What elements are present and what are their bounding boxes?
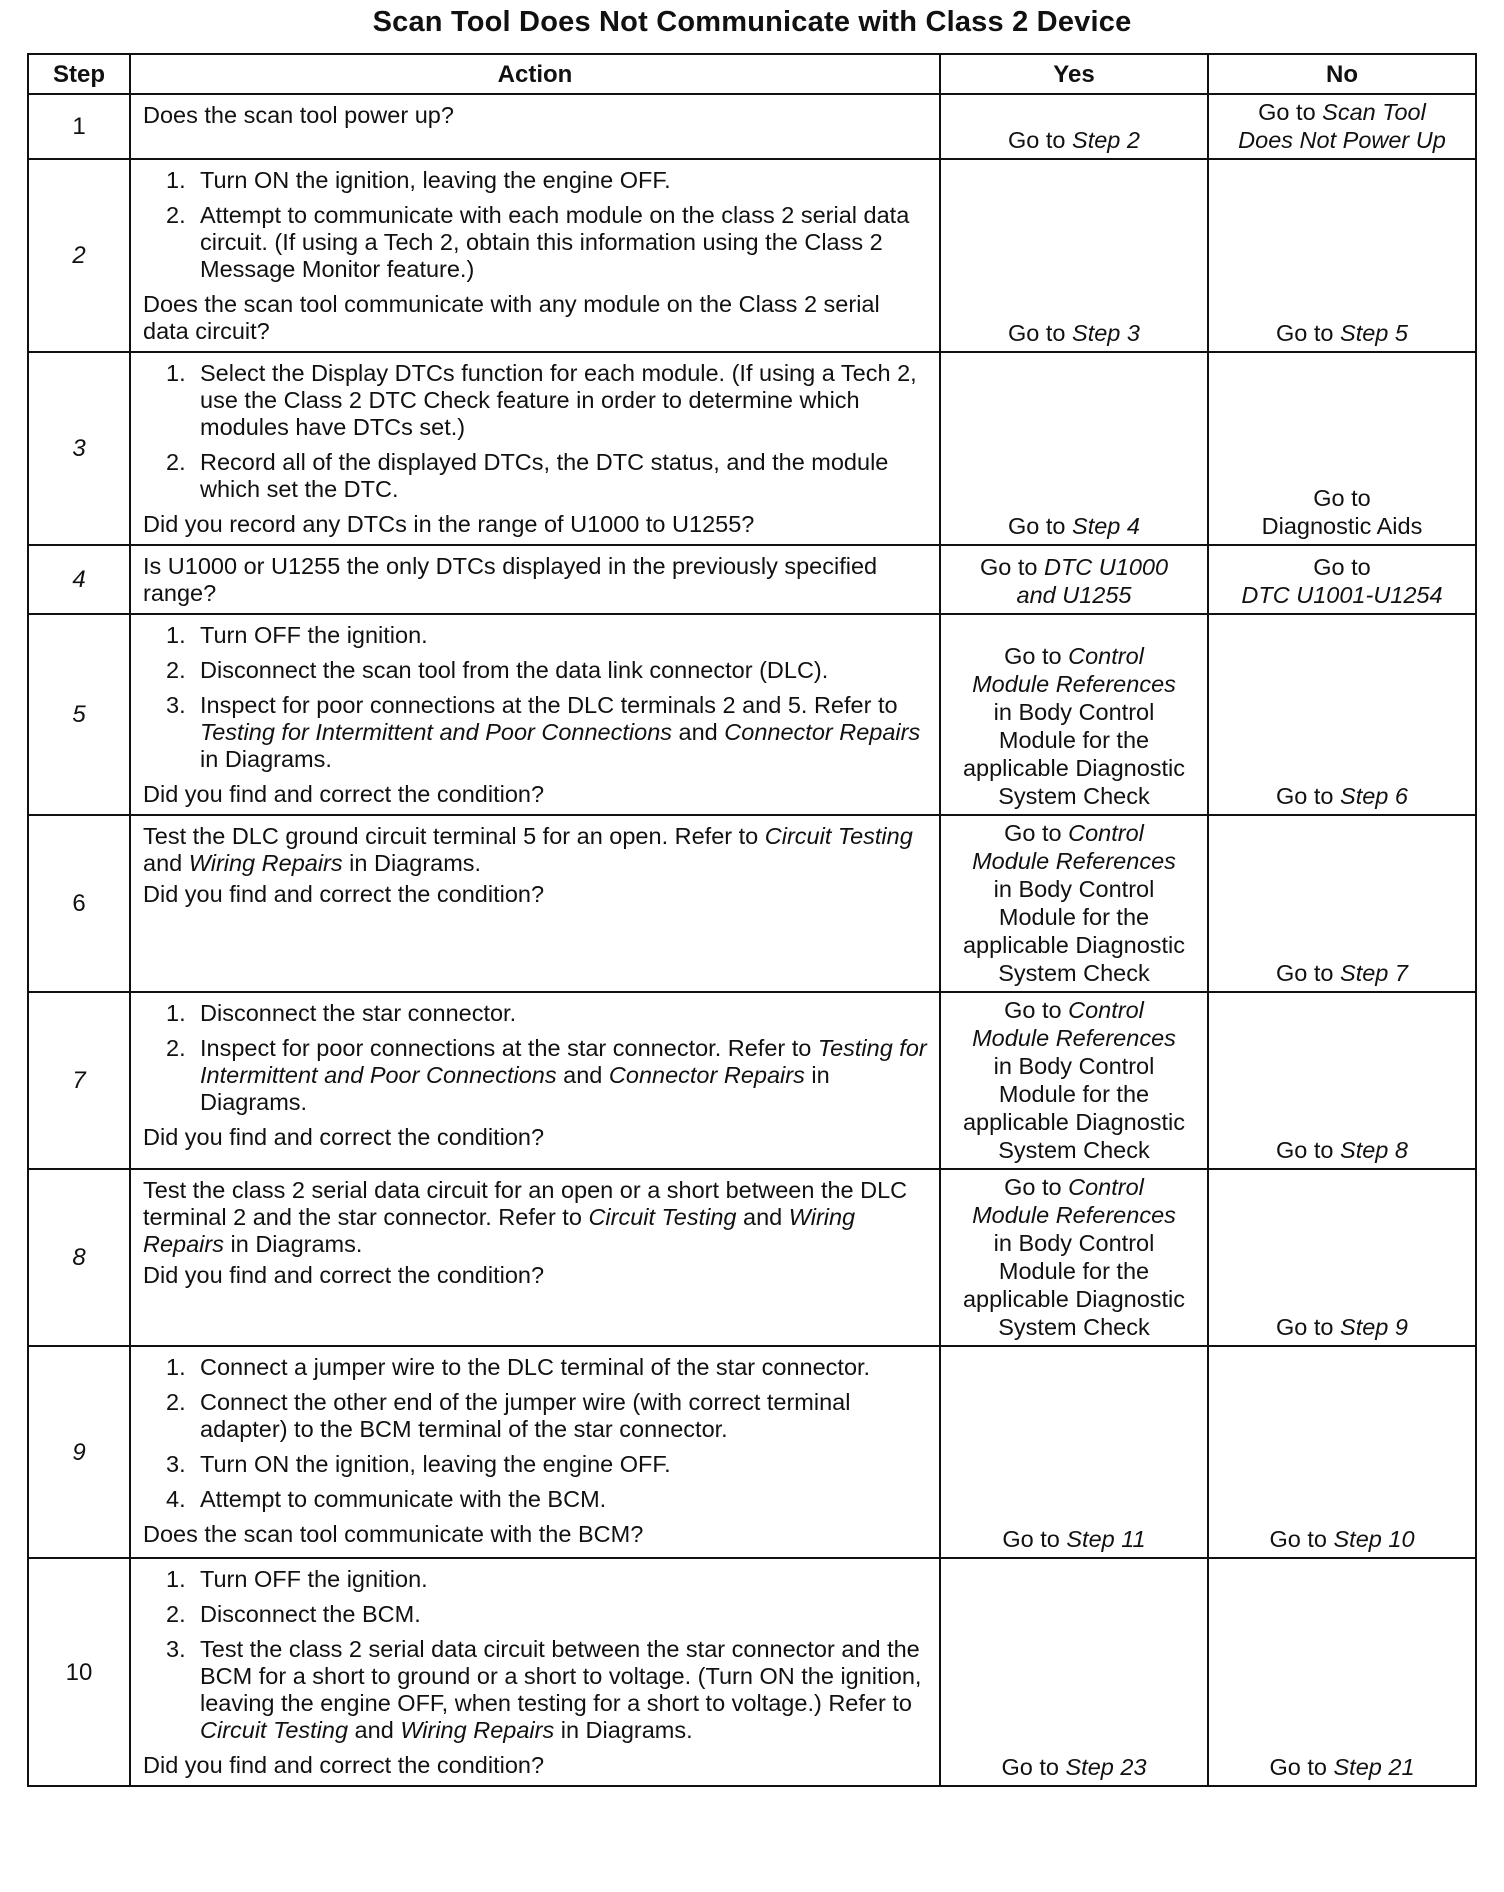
action-cell xyxy=(130,1558,940,1786)
text-segment: Go to xyxy=(1269,1754,1334,1780)
action-step-item xyxy=(143,1000,927,1027)
action-step-number: 1. xyxy=(166,1000,186,1026)
yes-result xyxy=(940,1346,1208,1558)
italic-reference: Step 3 xyxy=(1072,320,1140,346)
yes-result-line xyxy=(945,319,1203,347)
table-row xyxy=(28,1169,1476,1346)
action-cell xyxy=(130,815,940,992)
italic-reference: Testing for Intermittent and Poor Connections xyxy=(200,1035,927,1088)
action-step-item xyxy=(143,167,927,194)
step-number: 9 xyxy=(28,1346,130,1558)
text-segment: in Body Control xyxy=(993,699,1155,725)
action-step-number: 2. xyxy=(166,657,186,683)
yes-result-line xyxy=(945,726,1203,754)
italic-reference: Step 21 xyxy=(1333,1754,1415,1780)
text-segment: Connect the other end of the jumper wire (with correct terminal adapter) to the BCM terminal of the star connector. xyxy=(200,1389,851,1442)
yes-result-line xyxy=(945,1024,1203,1052)
italic-reference: Wiring Repairs xyxy=(188,850,343,876)
text-segment: and xyxy=(672,719,725,745)
table-row xyxy=(28,992,1476,1169)
no-result-line xyxy=(1213,126,1471,154)
yes-result-line xyxy=(945,1229,1203,1257)
text-segment: in Diagrams. xyxy=(200,746,332,772)
yes-result xyxy=(940,1169,1208,1346)
italic-reference: Control xyxy=(1068,1174,1144,1200)
no-result-line xyxy=(1213,1136,1471,1164)
yes-result-line xyxy=(945,670,1203,698)
action-step-number: 2. xyxy=(166,449,186,475)
action-question: Did you record any DTCs in the range of U1000 to U1255? xyxy=(143,511,755,537)
action-step-number: 4. xyxy=(166,1486,186,1512)
yes-result-line xyxy=(945,126,1203,154)
no-result-line xyxy=(1213,782,1471,810)
header-row xyxy=(28,54,1476,94)
text-segment: Go to xyxy=(1008,513,1073,539)
italic-reference: Module References xyxy=(972,1025,1176,1051)
italic-reference: and U1255 xyxy=(1016,582,1132,608)
text-segment: Go to xyxy=(1276,320,1341,346)
yes-result-line xyxy=(945,581,1203,609)
no-result-line xyxy=(1213,1753,1471,1781)
no-result-line xyxy=(1213,959,1471,987)
step-number: 7 xyxy=(28,992,130,1169)
no-result xyxy=(1208,352,1476,545)
table-row xyxy=(28,614,1476,815)
italic-reference: Scan Tool xyxy=(1322,99,1426,125)
text-segment: Go to xyxy=(1276,1137,1341,1163)
action-cell xyxy=(130,1346,940,1558)
action-step-item xyxy=(143,657,927,684)
no-result-line xyxy=(1213,319,1471,347)
no-result-line xyxy=(1213,1313,1471,1341)
action-step-number: 2. xyxy=(166,1601,186,1627)
yes-result-line xyxy=(945,1136,1203,1164)
text-segment: Go to xyxy=(1276,1314,1341,1340)
text-segment: applicable Diagnostic xyxy=(962,1109,1186,1135)
step-number: 6 xyxy=(28,815,130,992)
text-segment: Attempt to communicate with each module on the class 2 serial data circuit. (If using a Tech 2, obtain this information using the Class 2 Message Monitor feature.) xyxy=(200,202,910,282)
text-segment: Test the DLC ground circuit terminal 5 for an open. Refer to xyxy=(143,823,765,849)
yes-result-line xyxy=(945,1201,1203,1229)
action-cell xyxy=(130,352,940,545)
italic-reference: Step 8 xyxy=(1340,1137,1408,1163)
yes-result-line xyxy=(945,698,1203,726)
text-segment: Go to xyxy=(979,554,1044,580)
action-step-number: 2. xyxy=(166,1035,186,1061)
yes-result xyxy=(940,815,1208,992)
action-step-item xyxy=(143,1451,927,1478)
action-steps-list xyxy=(143,1000,927,1116)
no-result-line xyxy=(1213,484,1471,512)
text-segment: System Check xyxy=(998,960,1150,986)
italic-reference: Step 23 xyxy=(1065,1754,1147,1780)
header-no: No xyxy=(1208,54,1476,94)
action-question: Does the scan tool power up? xyxy=(143,102,454,128)
yes-result xyxy=(940,992,1208,1169)
yes-result-line xyxy=(945,642,1203,670)
yes-result xyxy=(940,94,1208,159)
action-step-number: 1. xyxy=(166,1354,186,1380)
yes-result-line xyxy=(945,1285,1203,1313)
text-segment: Inspect for poor connections at the DLC terminals 2 and 5. Refer to xyxy=(200,692,898,718)
action-question: Did you find and correct the condition? xyxy=(143,1262,545,1288)
action-step-number: 1. xyxy=(166,1566,186,1592)
yes-result xyxy=(940,352,1208,545)
yes-result-line xyxy=(945,1313,1203,1341)
action-step-item xyxy=(143,449,927,503)
header-action: Action xyxy=(130,54,940,94)
italic-reference: Step 7 xyxy=(1340,960,1408,986)
italic-reference: Does Not Power Up xyxy=(1238,127,1446,153)
yes-result-line xyxy=(945,1257,1203,1285)
italic-reference: Testing for Intermittent and Poor Connections xyxy=(200,719,673,745)
action-question: Does the scan tool communicate with the BCM? xyxy=(143,1521,644,1547)
text-segment: Go to xyxy=(1008,320,1073,346)
text-segment: applicable Diagnostic xyxy=(962,1286,1186,1312)
text-segment: and xyxy=(736,1204,789,1230)
yes-result xyxy=(940,614,1208,815)
text-segment: and xyxy=(143,850,189,876)
action-step-item xyxy=(143,202,927,283)
action-question: Does the scan tool communicate with any module on the Class 2 serial data circuit? xyxy=(143,291,880,344)
yes-result-line xyxy=(945,1052,1203,1080)
text-segment: Test the class 2 serial data circuit for an open or a short between the DLC terminal 2 and the star connector. Refer to xyxy=(143,1177,908,1230)
action-cell xyxy=(130,545,940,614)
yes-result-line xyxy=(945,819,1203,847)
text-segment: Turn ON the ignition, leaving the engine OFF. xyxy=(200,167,671,193)
yes-result-line xyxy=(945,1525,1203,1553)
italic-reference: Module References xyxy=(972,671,1176,697)
italic-reference: Step 4 xyxy=(1072,513,1140,539)
action-step-item xyxy=(143,360,927,441)
text-segment: and xyxy=(348,1717,401,1743)
action-step-item xyxy=(143,1354,927,1381)
text-segment: Attempt to communicate with the BCM. xyxy=(200,1486,607,1512)
text-segment: Go to xyxy=(1258,99,1323,125)
yes-result-line xyxy=(945,754,1203,782)
italic-reference: Step 10 xyxy=(1333,1526,1415,1552)
text-segment: Select the Display DTCs function for each module. (If using a Tech 2, use the Class 2 DTC Check feature in order to determine which modules have DTCs set.) xyxy=(200,360,917,440)
step-number: 1 xyxy=(28,94,130,159)
italic-reference: Circuit Testing xyxy=(200,1717,349,1743)
header-yes: Yes xyxy=(940,54,1208,94)
action-question: Did you find and correct the condition? xyxy=(143,881,545,907)
text-segment: Diagnostic Aids xyxy=(1261,513,1423,539)
text-segment: Go to xyxy=(1276,960,1341,986)
yes-result-line xyxy=(945,996,1203,1024)
italic-reference: Circuit Testing xyxy=(764,823,913,849)
text-segment: Module for the xyxy=(998,727,1150,753)
text-segment: and xyxy=(556,1062,609,1088)
italic-reference: Step 6 xyxy=(1340,783,1408,809)
text-segment: Go to xyxy=(1269,1526,1334,1552)
text-segment: in Diagrams. xyxy=(342,850,482,876)
action-cell xyxy=(130,614,940,815)
text-segment: Module for the xyxy=(998,1081,1150,1107)
text-segment: Go to xyxy=(1313,554,1371,580)
header-step: Step xyxy=(28,54,130,94)
action-steps-list xyxy=(143,360,927,503)
table-row xyxy=(28,159,1476,352)
no-result-line xyxy=(1213,553,1471,581)
text-segment: Go to xyxy=(1004,1174,1069,1200)
text-segment: Go to xyxy=(1004,820,1069,846)
step-number: 5 xyxy=(28,614,130,815)
italic-reference: Wiring Repairs xyxy=(143,1204,856,1257)
no-result xyxy=(1208,545,1476,614)
italic-reference: Connector Repairs xyxy=(608,1062,805,1088)
text-segment: in Body Control xyxy=(993,1053,1155,1079)
action-instruction xyxy=(143,1177,927,1258)
text-segment: Go to xyxy=(1004,643,1069,669)
text-segment: Turn ON the ignition, leaving the engine OFF. xyxy=(200,1451,671,1477)
table-row xyxy=(28,545,1476,614)
text-segment: Turn OFF the ignition. xyxy=(200,1566,428,1592)
action-cell xyxy=(130,992,940,1169)
no-result xyxy=(1208,614,1476,815)
text-segment: in Diagrams. xyxy=(200,1062,830,1115)
yes-result-line xyxy=(945,512,1203,540)
text-segment: Go to xyxy=(1313,485,1371,511)
yes-result-line xyxy=(945,553,1203,581)
yes-result xyxy=(940,1558,1208,1786)
action-step-item xyxy=(143,1035,927,1116)
italic-reference: Step 2 xyxy=(1072,127,1140,153)
table-body xyxy=(28,94,1476,1786)
step-number: 4 xyxy=(28,545,130,614)
action-step-item xyxy=(143,1389,927,1443)
no-result xyxy=(1208,94,1476,159)
action-step-item xyxy=(143,1636,927,1744)
text-segment: Record all of the displayed DTCs, the DTC status, and the module which set the DTC. xyxy=(200,449,889,502)
action-step-number: 1. xyxy=(166,622,186,648)
no-result-line xyxy=(1213,98,1471,126)
action-cell xyxy=(130,94,940,159)
table-row xyxy=(28,1558,1476,1786)
action-step-number: 2. xyxy=(166,202,186,228)
action-steps-list xyxy=(143,1354,927,1513)
no-result-line xyxy=(1213,1525,1471,1553)
yes-result xyxy=(940,545,1208,614)
text-segment: Inspect for poor connections at the star connector. Refer to xyxy=(200,1035,818,1061)
yes-result-line xyxy=(945,931,1203,959)
italic-reference: Module References xyxy=(972,1202,1176,1228)
yes-result-line xyxy=(945,959,1203,987)
italic-reference: Control xyxy=(1068,820,1144,846)
action-step-number: 3. xyxy=(166,692,186,718)
italic-reference: Control xyxy=(1068,997,1144,1023)
yes-result-line xyxy=(945,903,1203,931)
text-segment: Module for the xyxy=(998,1258,1150,1284)
step-number: 10 xyxy=(28,1558,130,1786)
text-segment: in Diagrams. xyxy=(554,1717,693,1743)
no-result-line xyxy=(1213,581,1471,609)
text-segment: in Diagrams. xyxy=(223,1231,363,1257)
action-question: Did you find and correct the condition? xyxy=(143,1752,545,1778)
action-steps-list xyxy=(143,622,927,773)
step-number: 8 xyxy=(28,1169,130,1346)
action-steps-list xyxy=(143,167,927,283)
action-question: Is U1000 or U1255 the only DTCs displayed in the previously specified range? xyxy=(143,553,878,606)
yes-result-line xyxy=(945,1753,1203,1781)
action-step-number: 3. xyxy=(166,1636,186,1662)
action-step-item xyxy=(143,692,927,773)
text-segment: Disconnect the BCM. xyxy=(200,1601,421,1627)
italic-reference: DTC U1001-U1254 xyxy=(1241,582,1443,608)
no-result xyxy=(1208,992,1476,1169)
italic-reference: Module References xyxy=(972,848,1176,874)
text-segment: System Check xyxy=(998,1137,1150,1163)
table-row xyxy=(28,1346,1476,1558)
no-result xyxy=(1208,159,1476,352)
text-segment: Disconnect the star connector. xyxy=(200,1000,517,1026)
text-segment: Go to xyxy=(1002,1526,1067,1552)
no-result xyxy=(1208,815,1476,992)
italic-reference: Step 11 xyxy=(1066,1526,1146,1552)
text-segment: Go to xyxy=(1008,127,1073,153)
text-segment: Module for the xyxy=(998,904,1150,930)
no-result-line xyxy=(1213,512,1471,540)
italic-reference: DTC U1000 xyxy=(1043,554,1169,580)
table-row xyxy=(28,352,1476,545)
italic-reference: Step 5 xyxy=(1340,320,1408,346)
text-segment: Go to xyxy=(1276,783,1341,809)
action-question: Did you find and correct the condition? xyxy=(143,1124,545,1150)
action-instruction xyxy=(143,823,927,877)
italic-reference: Wiring Repairs xyxy=(400,1717,555,1743)
yes-result-line xyxy=(945,1173,1203,1201)
italic-reference: Connector Repairs xyxy=(724,719,921,745)
no-result xyxy=(1208,1346,1476,1558)
text-segment: Go to xyxy=(1004,997,1069,1023)
text-segment: applicable Diagnostic xyxy=(962,755,1186,781)
yes-result-line xyxy=(945,1080,1203,1108)
action-question: Did you find and correct the condition? xyxy=(143,781,545,807)
action-step-number: 1. xyxy=(166,167,186,193)
action-step-number: 2. xyxy=(166,1389,186,1415)
italic-reference: Circuit Testing xyxy=(588,1204,737,1230)
text-segment: applicable Diagnostic xyxy=(962,932,1186,958)
action-step-item xyxy=(143,1486,927,1513)
yes-result-line xyxy=(945,847,1203,875)
action-steps-list xyxy=(143,1566,927,1744)
action-step-number: 3. xyxy=(166,1451,186,1477)
yes-result-line xyxy=(945,782,1203,810)
diagnostic-table xyxy=(27,53,1477,1787)
action-step-item xyxy=(143,622,927,649)
italic-reference: Step 9 xyxy=(1340,1314,1408,1340)
action-cell xyxy=(130,1169,940,1346)
action-step-number: 1. xyxy=(166,360,186,386)
yes-result-line xyxy=(945,1108,1203,1136)
action-cell xyxy=(130,159,940,352)
text-segment: System Check xyxy=(998,1314,1150,1340)
no-result xyxy=(1208,1169,1476,1346)
text-segment: Connect a jumper wire to the DLC terminal of the star connector. xyxy=(200,1354,871,1380)
text-segment: Go to xyxy=(1001,1754,1066,1780)
text-segment: Turn OFF the ignition. xyxy=(200,622,428,648)
italic-reference: Control xyxy=(1068,643,1144,669)
step-number: 2 xyxy=(28,159,130,352)
table-row xyxy=(28,815,1476,992)
text-segment: Test the class 2 serial data circuit between the star connector and the BCM for a short to ground or a short to voltage. (Turn ON the ignition, leaving the engine OFF, when testing for a short to voltage.) Refer to xyxy=(200,1636,922,1716)
text-segment: Disconnect the scan tool from the data link connector (DLC). xyxy=(200,657,829,683)
action-step-item xyxy=(143,1601,927,1628)
text-segment: System Check xyxy=(998,783,1150,809)
action-step-item xyxy=(143,1566,927,1593)
step-number: 3 xyxy=(28,352,130,545)
text-segment: in Body Control xyxy=(993,1230,1155,1256)
no-result xyxy=(1208,1558,1476,1786)
table-row xyxy=(28,94,1476,159)
yes-result xyxy=(940,159,1208,352)
yes-result-line xyxy=(945,875,1203,903)
text-segment: in Body Control xyxy=(993,876,1155,902)
document-title: Scan Tool Does Not Communicate with Class 2 Device xyxy=(372,6,1132,38)
